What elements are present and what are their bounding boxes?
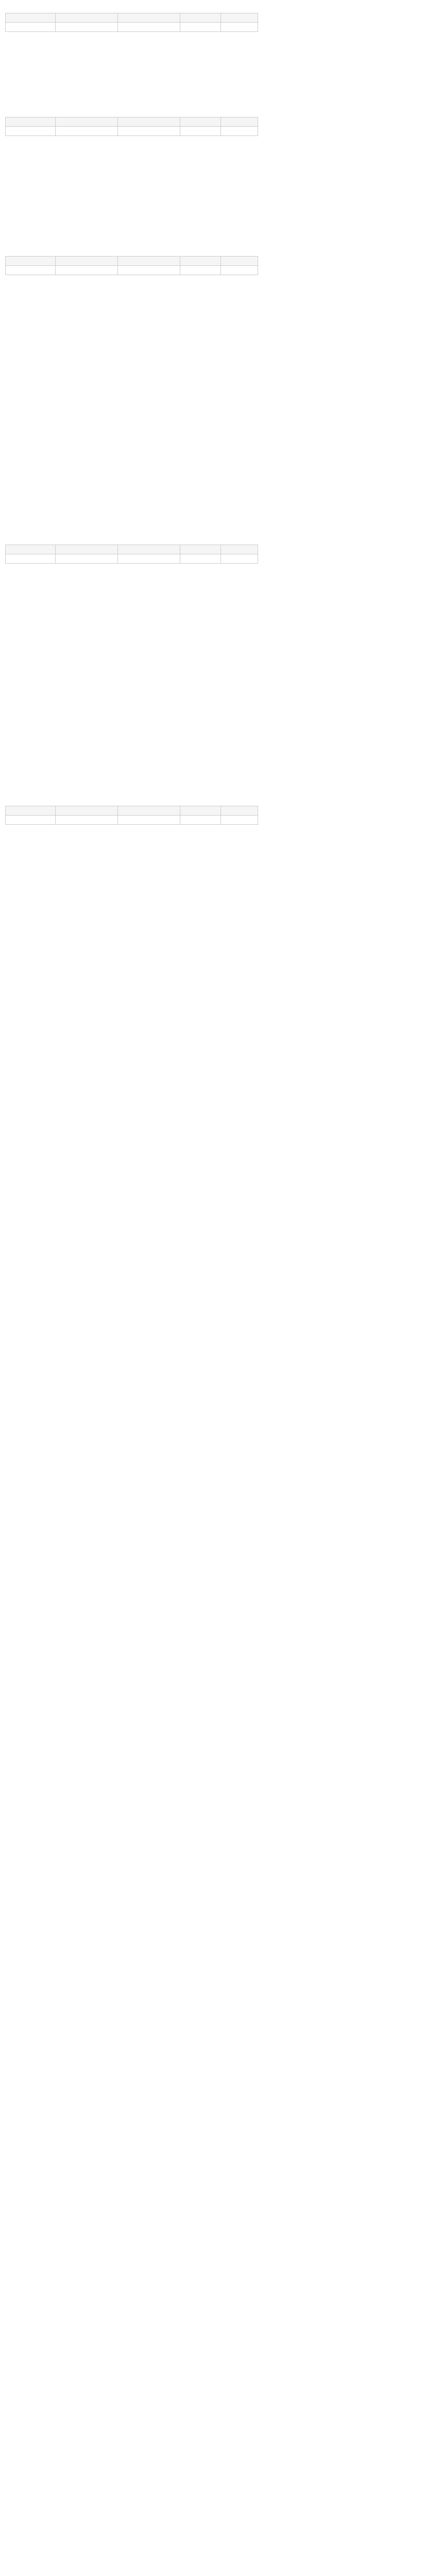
warehouse-cell <box>118 816 180 825</box>
section-title <box>5 536 234 542</box>
change-header <box>221 257 258 266</box>
maker-header <box>56 545 118 554</box>
warehouse-cell <box>118 554 180 564</box>
change-header <box>221 13 258 23</box>
warehouse-header <box>118 806 180 816</box>
header-row <box>6 257 258 266</box>
maker-cell <box>56 816 118 825</box>
price-table <box>5 545 258 564</box>
table-body <box>6 23 258 32</box>
price-section <box>5 108 234 221</box>
price-section <box>5 4 234 81</box>
table-row <box>6 127 258 136</box>
table-header <box>6 545 258 554</box>
price-header <box>180 806 221 816</box>
price-table <box>5 13 258 32</box>
change-cell <box>221 23 258 32</box>
warehouse-cell <box>118 127 180 136</box>
header-row <box>6 13 258 23</box>
change-header <box>221 117 258 127</box>
grade-cell <box>6 23 56 32</box>
price-cell <box>180 816 221 825</box>
price-section <box>5 247 234 509</box>
change-cell <box>221 554 258 564</box>
table-body <box>6 127 258 136</box>
table-body <box>6 816 258 825</box>
header-row <box>6 117 258 127</box>
table-header <box>6 13 258 23</box>
price-cell <box>180 266 221 275</box>
price-section <box>5 797 234 1031</box>
table-row <box>6 23 258 32</box>
price-cell <box>180 554 221 564</box>
price-header <box>180 117 221 127</box>
maker-cell <box>56 127 118 136</box>
grade-cell <box>6 127 56 136</box>
table-row <box>6 266 258 275</box>
maker-header <box>56 117 118 127</box>
warehouse-cell <box>118 266 180 275</box>
header-row <box>6 806 258 816</box>
section-title <box>5 797 234 803</box>
change-header <box>221 545 258 554</box>
price-header <box>180 257 221 266</box>
grade-header <box>6 13 56 23</box>
price-table <box>5 806 258 825</box>
grade-header <box>6 806 56 816</box>
price-cell <box>180 23 221 32</box>
maker-cell <box>56 23 118 32</box>
grade-header <box>6 117 56 127</box>
warehouse-header <box>118 13 180 23</box>
change-header <box>221 806 258 816</box>
table-body <box>6 266 258 275</box>
table-row <box>6 554 258 564</box>
table-header <box>6 257 258 266</box>
table-row <box>6 816 258 825</box>
section-title <box>5 247 234 253</box>
header-row <box>6 545 258 554</box>
grade-header <box>6 545 56 554</box>
price-cell <box>180 127 221 136</box>
warehouse-header <box>118 117 180 127</box>
warehouse-header <box>118 545 180 554</box>
section-title <box>5 4 234 10</box>
table-body <box>6 554 258 564</box>
table-header <box>6 117 258 127</box>
maker-cell <box>56 266 118 275</box>
price-table <box>5 117 258 136</box>
price-header <box>180 13 221 23</box>
price-section <box>5 536 234 770</box>
warehouse-cell <box>118 23 180 32</box>
change-cell <box>221 816 258 825</box>
price-header <box>180 545 221 554</box>
grade-cell <box>6 816 56 825</box>
change-cell <box>221 127 258 136</box>
maker-cell <box>56 554 118 564</box>
maker-header <box>56 806 118 816</box>
grade-cell <box>6 266 56 275</box>
maker-header <box>56 13 118 23</box>
table-header <box>6 806 258 816</box>
grade-header <box>6 257 56 266</box>
section-title <box>5 108 234 114</box>
grade-cell <box>6 554 56 564</box>
warehouse-header <box>118 257 180 266</box>
maker-header <box>56 257 118 266</box>
change-cell <box>221 266 258 275</box>
price-table <box>5 256 258 275</box>
